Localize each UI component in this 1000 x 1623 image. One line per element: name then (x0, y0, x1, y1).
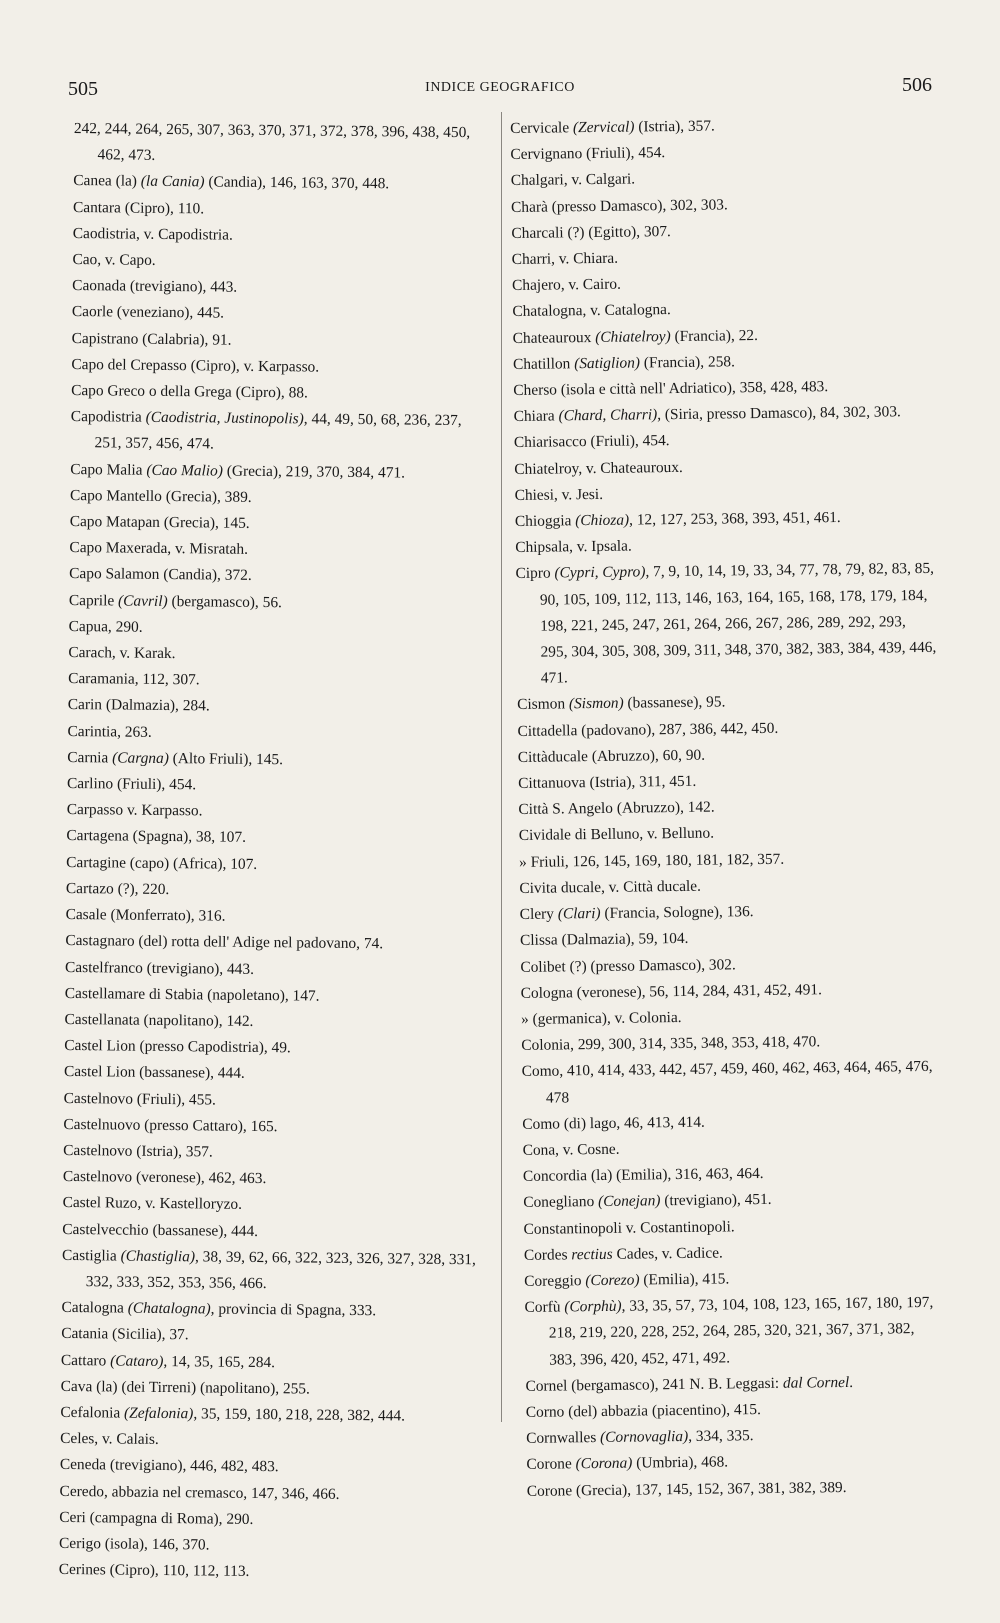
index-entry: Cava (la) (dei Tirreni) (napolitano), 255. (60, 1377, 310, 1398)
index-entry: Charri, v. Chiara. (511, 249, 619, 269)
index-entry: Castelfranco (trevigiano), 443. (64, 958, 255, 978)
index-entry: Charà (presso Damasco), 302, 303. (511, 195, 728, 216)
column-divider (501, 112, 502, 1422)
index-entry: » Friuli, 126, 145, 169, 180, 181, 182, 357. (519, 850, 785, 871)
index-entry: Cherso (isola e città nell' Adriatico), 358, 428, 483. (513, 378, 829, 400)
index-entry: Castel Lion (presso Capodistria), 49. (64, 1037, 291, 1057)
index-entry: Capo del Crepasso (Cipro), v. Karpasso. (71, 355, 320, 376)
index-column-right (510, 111, 947, 1505)
index-entry: Chiesi, v. Jesi. (514, 485, 604, 504)
index-entry: Castellamare di Stabia (napoletano), 147. (64, 984, 320, 1005)
index-entry: Chiatelroy, v. Chateauroux. (514, 458, 683, 478)
index-entry: Chioggia (Chioza), 12, 127, 253, 368, 393, 451, 461. (514, 509, 841, 531)
index-entry: Catania (Sicilia), 37. (61, 1325, 189, 1344)
index-entry: Caramania, 112, 307. (68, 670, 200, 689)
index-entry: Canea (la) (la Cania) (Candia), 146, 163, 370, 448. (73, 172, 390, 193)
index-entry: Caorle (veneziano), 445. (71, 303, 225, 323)
index-entry: Castelnovo (Istria), 357. (63, 1141, 213, 1161)
index-entry: Castelnovo (veronese), 462, 463. (62, 1168, 267, 1188)
index-entry: Celes, v. Calais. (60, 1430, 159, 1449)
index-entry: Ceri (campagna di Roma), 290. (59, 1508, 254, 1528)
index-entry: Chateauroux (Chiatelroy) (Francia), 22. (512, 326, 758, 347)
index-entry: Capo Matapan (Grecia), 145. (69, 513, 250, 532)
index-entry: Cona, v. Cosne. (522, 1140, 620, 1159)
index-entry: Cittàducale (Abruzzo), 60, 90. (517, 746, 706, 766)
index-entry: Ceneda (trevigiano), 446, 482, 483. (59, 1456, 279, 1476)
index-entry: Castiglia (Chastiglia), 38, 39, 62, 66, 322, 323, 326, 327, 328, 331, 332, 333, 352, 353, 356, 466. (61, 1246, 476, 1293)
index-entry: Colonia, 299, 300, 314, 335, 348, 353, 418, 470. (521, 1033, 821, 1055)
index-entry: Capua, 290. (68, 617, 143, 636)
page-title: INDICE GEOGRAFICO (425, 80, 575, 95)
index-entry: Cerigo (isola), 146, 370. (58, 1534, 210, 1554)
index-entry: Casale (Monferrato), 316. (65, 906, 226, 925)
index-entry: Cantara (Cipro), 110. (72, 198, 205, 217)
index-entry: Cervicale (Zervical) (Istria), 357. (510, 117, 715, 137)
index-entry: Cornel (bergamasco), 241 N. B. Leggasi: dal Cornel. (525, 1373, 854, 1395)
index-entry: Cartazo (?), 220. (65, 879, 170, 898)
index-entry: Carnia (Cargna) (Alto Friuli), 145. (67, 748, 284, 769)
index-entry: Cervignano (Friuli), 454. (510, 144, 666, 164)
index-entry: Castelnuovo (presso Cattaro), 165. (63, 1115, 278, 1135)
index-entry: Cefalonia (Zefalonia), 35, 159, 180, 218, 228, 382, 444. (60, 1403, 406, 1425)
index-entry: Castelnovo (Friuli), 455. (63, 1089, 216, 1109)
index-entry: Chipsala, v. Ipsala. (515, 537, 632, 557)
index-entry: Carpasso v. Karpasso. (66, 801, 203, 820)
index-entry: Carintia, 263. (67, 722, 152, 741)
index-entry: Como (di) lago, 46, 413, 414. (522, 1113, 705, 1133)
index-entry: Clissa (Dalmazia), 59, 104. (519, 930, 689, 950)
index-entry: Cartagine (capo) (Africa), 107. (66, 853, 258, 873)
index-entry: Cismon (Sismon) (bassanese), 95. (517, 693, 726, 714)
index-entry: Coreggio (Corezo) (Emilia), 415. (524, 1270, 730, 1290)
index-entry: Cartagena (Spagna), 38, 107. (66, 827, 247, 847)
index-entry: Cologna (veronese), 56, 114, 284, 431, 452, 491. (520, 980, 823, 1002)
index-entry: Corno (del) abbazia (piacentino), 415. (525, 1400, 761, 1421)
index-entry: Como, 410, 414, 433, 442, 457, 459, 460, 462, 463, 464, 465, 476, 478 (521, 1058, 933, 1107)
index-entry: Concordia (la) (Emilia), 316, 463, 464. (522, 1165, 764, 1186)
index-entry: Cittadella (padovano), 287, 386, 442, 450. (517, 719, 779, 740)
index-entry: » (germanica), v. Colonia. (520, 1008, 682, 1028)
index-entry: Chalgari, v. Calgari. (510, 170, 636, 190)
index-entry: Castelvecchio (bassanese), 444. (62, 1220, 259, 1240)
index-entry: Ceredo, abbazia nel cremasco, 147, 346, 466. (59, 1482, 340, 1503)
index-entry: Cattaro (Cataro), 14, 35, 165, 284. (60, 1351, 276, 1371)
index-entry: Caprile (Cavril) (bergamasco), 56. (68, 591, 283, 611)
index-entry: Capodistria (Caodistria, Justinopolis), 44, 49, 50, 68, 236, 237, 251, 357, 456, 474. (70, 408, 462, 453)
index-entry: Chatillon (Satiglion) (Francia), 258. (512, 353, 735, 373)
index-entry: Caodistria, v. Capodistria. (72, 224, 234, 244)
index-entry: Chiarisacco (Friuli), 454. (513, 432, 670, 452)
index-entry: Constantinopoli v. Costantinopoli. (523, 1217, 735, 1238)
index-entry: Chatalogna, v. Catalogna. (512, 301, 671, 321)
index-entry: Capo Mantello (Grecia), 389. (69, 486, 252, 506)
index-entry: Cordes rectius Cades, v. Cadice. (523, 1244, 723, 1264)
page-number-right: 506 (902, 74, 932, 96)
index-entry: Colibet (?) (presso Damasco), 302. (520, 955, 736, 976)
index-entry: Corone (Corona) (Umbria), 468. (526, 1453, 729, 1474)
index-entry: Chajero, v. Cairo. (511, 275, 622, 295)
index-entry: Capistrano (Calabria), 91. (71, 329, 232, 349)
index-entry: Carin (Dalmazia), 284. (67, 696, 210, 715)
index-entry: Cerines (Cipro), 110, 112, 113. (58, 1561, 250, 1581)
page-number-left: 505 (68, 78, 98, 100)
index-entry: Catalogna (Chatalogna), provincia di Spagna, 333. (61, 1299, 377, 1320)
index-entry: Cornwalles (Cornovaglia), 334, 335. (526, 1427, 754, 1448)
index-entry: Castel Ruzo, v. Kastelloryzo. (62, 1194, 243, 1214)
index-entry: Conegliano (Conejan) (trevigiano), 451. (523, 1191, 772, 1212)
index-entry: Capo Greco o della Grega (Cipro), 88. (71, 382, 308, 402)
index-entry: Cao, v. Capo. (72, 251, 156, 269)
index-entry: Cipro (Cypri, Cypro), 7, 9, 10, 14, 19, 33, 34, 77, 78, 79, 82, 83, 85, 90, 105, 109, 112, 113, 146, 163, 164, 165, 168, 178, 179, 184, 198, 221, 245, 247, 261, 264, 266, 267, 286, 289, 292, 293, 295, 304, 305, 308, 309, 311, 348, 370, 382, 383, 384, 439, 446, 471. (515, 560, 937, 687)
index-entry: Capo Maxerada, v. Misratah. (69, 539, 249, 559)
index-entry: Cividale di Belluno, v. Belluno. (518, 825, 715, 845)
index-entry: Capo Salamon (Candia), 372. (69, 565, 252, 585)
index-entry: Castagnaro (del) rotta dell' Adige nel padovano, 74. (65, 932, 384, 953)
index-entry: Caonada (trevigiano), 443. (72, 277, 238, 296)
index-column-left (59, 116, 494, 1588)
index-entry: 242, 244, 264, 265, 307, 363, 370, 371, 372, 378, 396, 438, 450, 462, 473. (73, 119, 471, 165)
index-entry: Carach, v. Karak. (68, 644, 176, 663)
index-entry: Castel Lion (bassanese), 444. (63, 1063, 245, 1083)
index-entry: Civita ducale, v. Città ducale. (519, 877, 702, 897)
index-entry: Corone (Grecia), 137, 145, 152, 367, 381, 382, 389. (526, 1478, 847, 1500)
index-entry: Corfù (Corphù), 33, 35, 57, 73, 104, 108, 123, 165, 167, 180, 197, 218, 219, 220, 228, 252, 264, 285, 320, 321, 367, 371, 382, 383, 396, 420, 452, 471, 492. (524, 1294, 934, 1369)
index-entry: Carlino (Friuli), 454. (66, 775, 197, 794)
index-entry: Chiara (Chard, Charri), (Siria, presso Damasco), 84, 302, 303. (513, 403, 901, 426)
index-entry: Cittanuova (Istria), 311, 451. (518, 772, 697, 793)
index-entry: Castellanata (napolitano), 142. (64, 1010, 254, 1030)
index-entry: Charcali (?) (Egitto), 307. (511, 222, 671, 242)
index-entry: Città S. Angelo (Abruzzo), 142. (518, 798, 715, 819)
index-entry: Clery (Clari) (Francia, Sologne), 136. (519, 903, 754, 924)
index-entry: Capo Malia (Cao Malio) (Grecia), 219, 370, 384, 471. (70, 460, 406, 482)
page-header (60, 74, 940, 104)
